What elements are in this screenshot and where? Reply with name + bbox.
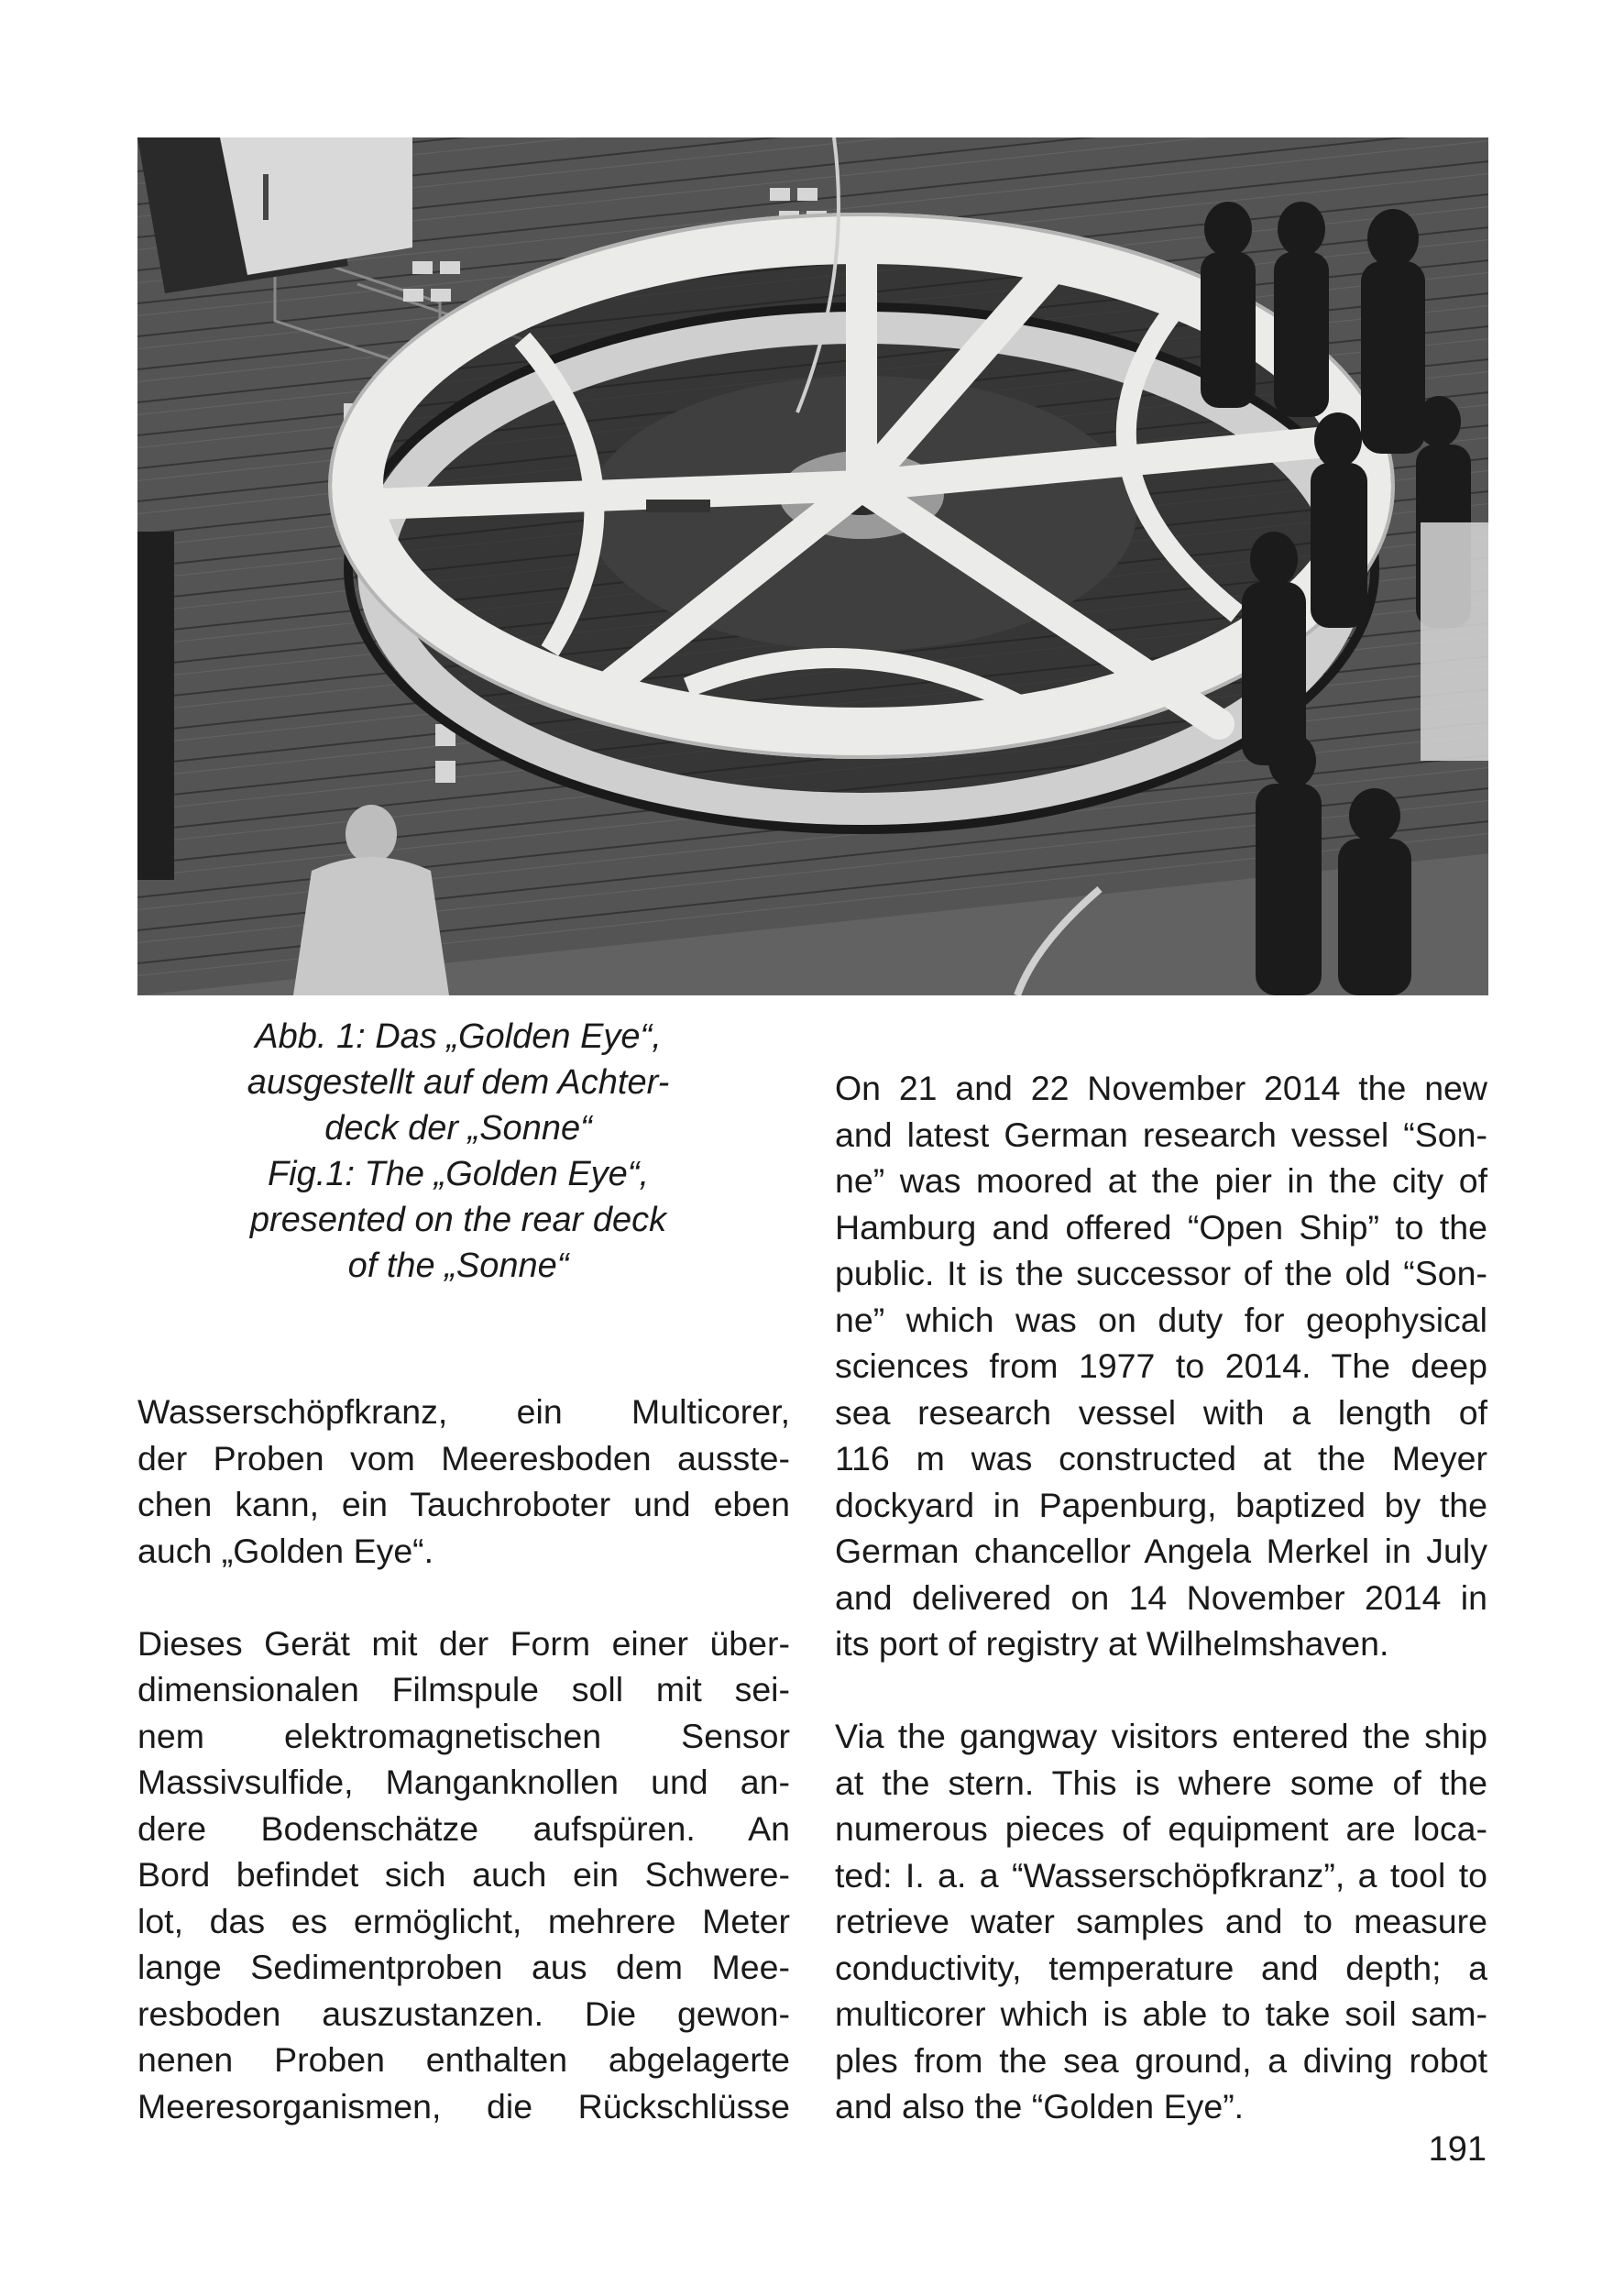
- golden-eye-photo: [137, 137, 1488, 995]
- german-paragraph-2: [137, 1620, 790, 2130]
- text-line: Dieses Gerät mit der Form einer über-: [137, 1623, 790, 1663]
- paragraph-gap: [835, 1667, 1487, 1714]
- caption-line: of the „Sonne“: [347, 1247, 569, 1285]
- text-line: Bord befindet sich auch ein Schwere-: [137, 1855, 790, 1894]
- text-line: nem elektromagnetischen Sensor: [137, 1716, 790, 1755]
- page-number: 191: [1428, 2130, 1487, 2169]
- caption-line: ausgestellt auf dem Achter-: [247, 1063, 670, 1102]
- german-paragraph-1: [137, 1389, 790, 1574]
- text-line: ne” was moored at the pier in the city of: [835, 1161, 1487, 1200]
- text-line: Hamburg and offered “Open Ship” to the: [835, 1207, 1487, 1247]
- text-line: der Proben vom Meeresboden ausste-: [137, 1438, 790, 1478]
- figure-photo: [137, 137, 1488, 995]
- text-line: dockyard in Papenburg, baptized by the: [835, 1485, 1487, 1524]
- english-text-column: [835, 1065, 1487, 2130]
- caption-line: deck der „Sonne“: [324, 1109, 592, 1148]
- english-paragraph-1: [835, 1065, 1487, 1667]
- text-line: lot, das es ermöglicht, mehrere Meter: [137, 1901, 790, 1940]
- text-line: retrieve water samples and to measure: [835, 1902, 1487, 1940]
- text-line: Meeresorganismen, die Rückschlüsse: [137, 2086, 790, 2126]
- text-line: sea research vessel with a length of: [835, 1392, 1487, 1432]
- text-line: and latest German research vessel “Son-: [835, 1115, 1487, 1154]
- text-line: resboden auszustanzen. Die gewon-: [137, 1994, 790, 2033]
- text-line: and delivered on 14 November 2014 in: [835, 1577, 1487, 1617]
- text-line: at the stern. This is where some of the: [835, 1763, 1487, 1802]
- german-text-column: [137, 1389, 790, 2129]
- caption-line: Abb. 1: Das „Golden Eye“,: [255, 1017, 662, 1056]
- text-line: and also the “Golden Eye”.: [835, 2087, 1245, 2126]
- figure-caption: [165, 1014, 752, 1289]
- text-line: nenen Proben enthalten abgelagerte: [137, 2040, 790, 2079]
- text-line: its port of registry at Wilhelmshaven.: [835, 1624, 1389, 1663]
- text-line: multicorer which is able to take soil sam-: [835, 1994, 1487, 2033]
- text-line: sciences from 1977 to 2014. The deep: [835, 1346, 1487, 1385]
- text-line: dimensionalen Filmspule soll mit sei-: [137, 1670, 790, 1708]
- paragraph-gap: [137, 1574, 790, 1620]
- caption-line: presented on the rear deck: [249, 1201, 667, 1239]
- text-line: public. It is the successor of the old “Son-: [835, 1254, 1487, 1292]
- text-line: ted: I. a. a “Wasserschöpfkranz”, a tool to: [835, 1855, 1487, 1895]
- text-line: lange Sedimentproben aus dem Mee-: [137, 1948, 790, 1986]
- text-line: Via the gangway visitors entered the ship: [835, 1717, 1487, 1755]
- text-line: German chancellor Angela Merkel in July: [835, 1532, 1487, 1570]
- english-paragraph-2: [835, 1713, 1487, 2130]
- text-line: chen kann, ein Tauchroboter und eben: [137, 1485, 790, 1523]
- text-line: dere Bodenschätze aufspüren. An: [137, 1808, 790, 1848]
- text-line: Wasserschöpfkranz, ein Multicorer,: [137, 1392, 790, 1431]
- text-line: On 21 and 22 November 2014 the new: [835, 1069, 1487, 1107]
- text-line: ne” which was on duty for geophysical: [835, 1300, 1487, 1339]
- text-line: auch „Golden Eye“.: [137, 1531, 434, 1570]
- text-line: ples from the sea ground, a diving robot: [835, 2040, 1487, 2080]
- caption-line: Fig.1: The „Golden Eye“,: [267, 1155, 650, 1193]
- text-line: Massivsulfide, Manganknollen und an-: [137, 1763, 790, 1801]
- text-line: conductivity, temperature and depth; a: [835, 1948, 1487, 1987]
- text-line: numerous pieces of equipment are loca-: [835, 1809, 1487, 1848]
- text-line: 116 m was constructed at the Meyer: [835, 1439, 1487, 1478]
